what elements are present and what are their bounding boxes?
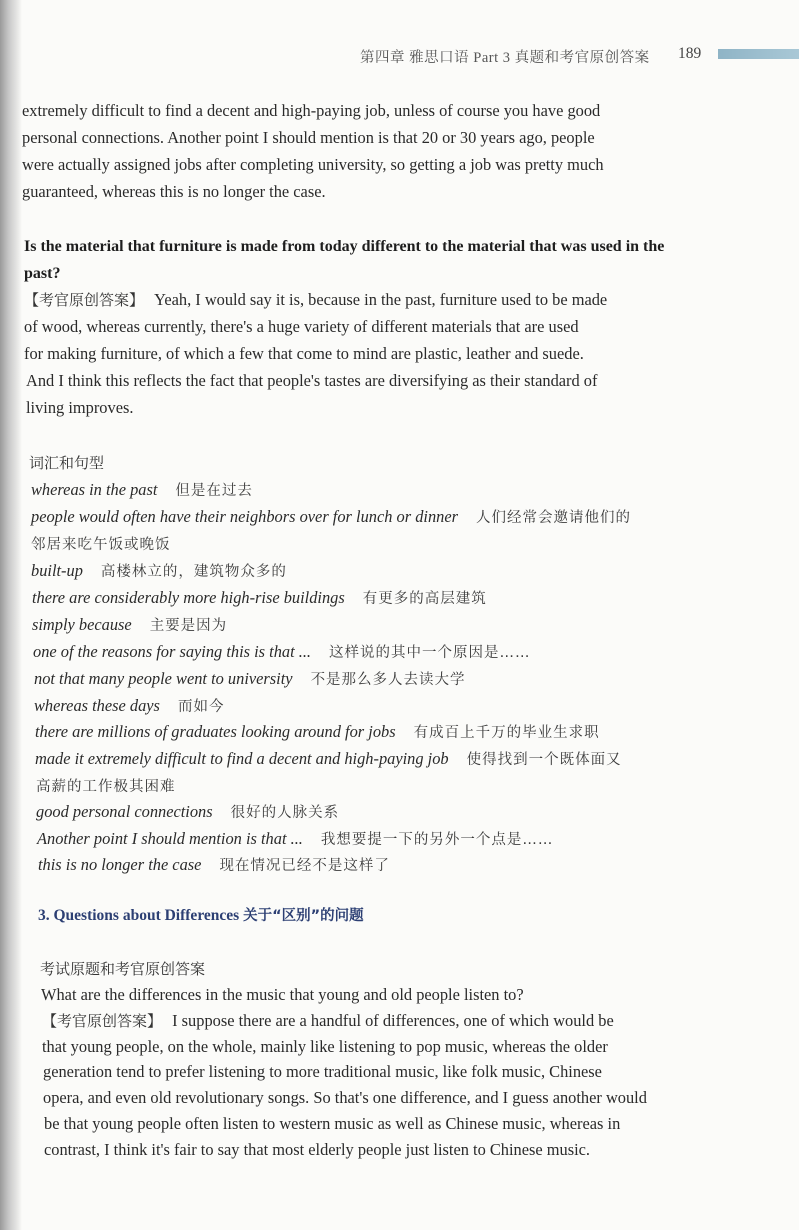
vocab-zh: 有更多的高层建筑 (362, 591, 487, 607)
answer-line: And I think this reflects the fact that people's tastes are diversifying as their standard of (26, 371, 598, 390)
vocab-zh: 这样说的其中一个原因是…… (329, 645, 531, 661)
answer-text: Yeah, I would say it is, because in the past, furniture used to be made (154, 290, 608, 309)
answer-line: contrast, I think it's fair to say that most elderly people just listen to Chinese music. (44, 1140, 591, 1159)
vocab-en: built-up (31, 561, 83, 580)
vocab-zh: 很好的人脉关系 (230, 805, 340, 821)
vocab-item (33, 642, 531, 663)
question-line: Is the material that furniture is made from today different to the material that was used in the (24, 238, 665, 255)
vocab-item (31, 507, 631, 528)
answer-line: opera, and even old revolutionary songs. So that's one difference, and I guess another would (43, 1088, 647, 1107)
vocab-item (37, 829, 553, 850)
answer-line: for making furniture, of which a few that come to mind are plastic, leather and suede. (24, 344, 584, 363)
vocab-en: not that many people went to university (34, 669, 293, 688)
section-title (38, 906, 364, 926)
vocab-item (38, 855, 390, 876)
vocab-zh: 而如今 (177, 699, 225, 715)
answer-line (24, 290, 607, 310)
answer-line: be that young people often listen to western music as well as Chinese music, whereas in (44, 1114, 621, 1133)
header-accent-bar (718, 49, 799, 59)
vocab-item (36, 776, 176, 797)
answer-line: that young people, on the whole, mainly like listening to pop music, whereas the older (42, 1037, 608, 1056)
answer-line: of wood, whereas currently, there's a huge variety of different materials that are used (24, 317, 579, 336)
vocab-en: there are considerably more high-rise buildings (32, 588, 345, 607)
answer-line: generation tend to prefer listening to more traditional music, like folk music, Chinese (43, 1062, 602, 1081)
vocab-zh: 邻居来吃午饭或晚饭 (31, 537, 171, 553)
vocab-zh: 主要是因为 (149, 618, 228, 634)
section-title-zh: 关于“区别”的问题 (243, 908, 364, 924)
page-number: 189 (678, 45, 702, 62)
vocab-item (32, 588, 487, 609)
answer-tag: 【考官原创答案】 (24, 291, 145, 309)
question-line: past? (24, 265, 61, 282)
vocab-en: Another point I should mention is that ... (37, 829, 303, 848)
book-spine-shadow (0, 0, 22, 1230)
answer-line (42, 1011, 614, 1031)
page-header (360, 44, 790, 68)
vocab-zh: 使得找到一个既体面又 (466, 752, 622, 768)
vocab-item (32, 615, 227, 636)
vocab-en: there are millions of graduates looking around for jobs (35, 722, 396, 741)
answer-line: living improves. (26, 398, 134, 417)
vocab-item (34, 696, 224, 717)
running-title: 第四章 雅思口语 Part 3 真题和考官原创答案 (360, 50, 650, 66)
vocab-zh: 人们经常会邀请他们的 (476, 510, 632, 526)
vocab-item (31, 480, 253, 501)
answer-tag: 【考官原创答案】 (42, 1012, 163, 1030)
vocab-en: whereas these days (34, 696, 160, 715)
vocab-item (31, 561, 287, 582)
vocab-item (31, 534, 171, 555)
vocab-zh: 不是那么多人去读大学 (310, 672, 466, 688)
vocab-heading: 词汇和句型 (29, 454, 105, 472)
vocab-item (34, 669, 466, 690)
vocab-en: one of the reasons for saying this is that ... (33, 642, 312, 661)
vocab-zh: 高薪的工作极其困难 (36, 779, 176, 795)
vocab-zh: 高楼林立的，建筑物众多的 (100, 564, 287, 580)
paragraph-line: were actually assigned jobs after completing university, so getting a job was pretty much (22, 155, 604, 174)
vocab-en: good personal connections (36, 802, 213, 821)
vocab-item (36, 802, 339, 823)
vocab-zh: 但是在过去 (175, 483, 253, 499)
question-line: What are the differences in the music that young and old people listen to? (41, 985, 524, 1004)
vocab-item (35, 722, 600, 743)
vocab-zh: 有成百上千万的毕业生求职 (413, 725, 600, 741)
vocab-en: whereas in the past (31, 480, 158, 499)
paragraph-line: personal connections. Another point I should mention is that 20 or 30 years ago, people (22, 128, 595, 147)
answer-text: I suppose there are a handful of differences, one of which would be (172, 1011, 614, 1030)
vocab-en: simply because (32, 615, 132, 634)
vocab-en: this is no longer the case (38, 855, 202, 874)
section-title-en: 3. Questions about Differences (38, 907, 240, 924)
vocab-zh: 现在情况已经不是这样了 (219, 858, 390, 874)
section-subheading: 考试原题和考官原创答案 (40, 960, 206, 978)
vocab-en: people would often have their neighbors over for lunch or dinner (31, 507, 459, 526)
paragraph-line: extremely difficult to find a decent and high-paying job, unless of course you have good (22, 101, 601, 120)
paragraph-line: guaranteed, whereas this is no longer the case. (22, 182, 326, 201)
vocab-en: made it extremely difficult to find a decent and high-paying job (35, 749, 449, 768)
vocab-zh: 我想要提一下的另外一个点是…… (320, 832, 554, 848)
vocab-item (35, 749, 622, 770)
